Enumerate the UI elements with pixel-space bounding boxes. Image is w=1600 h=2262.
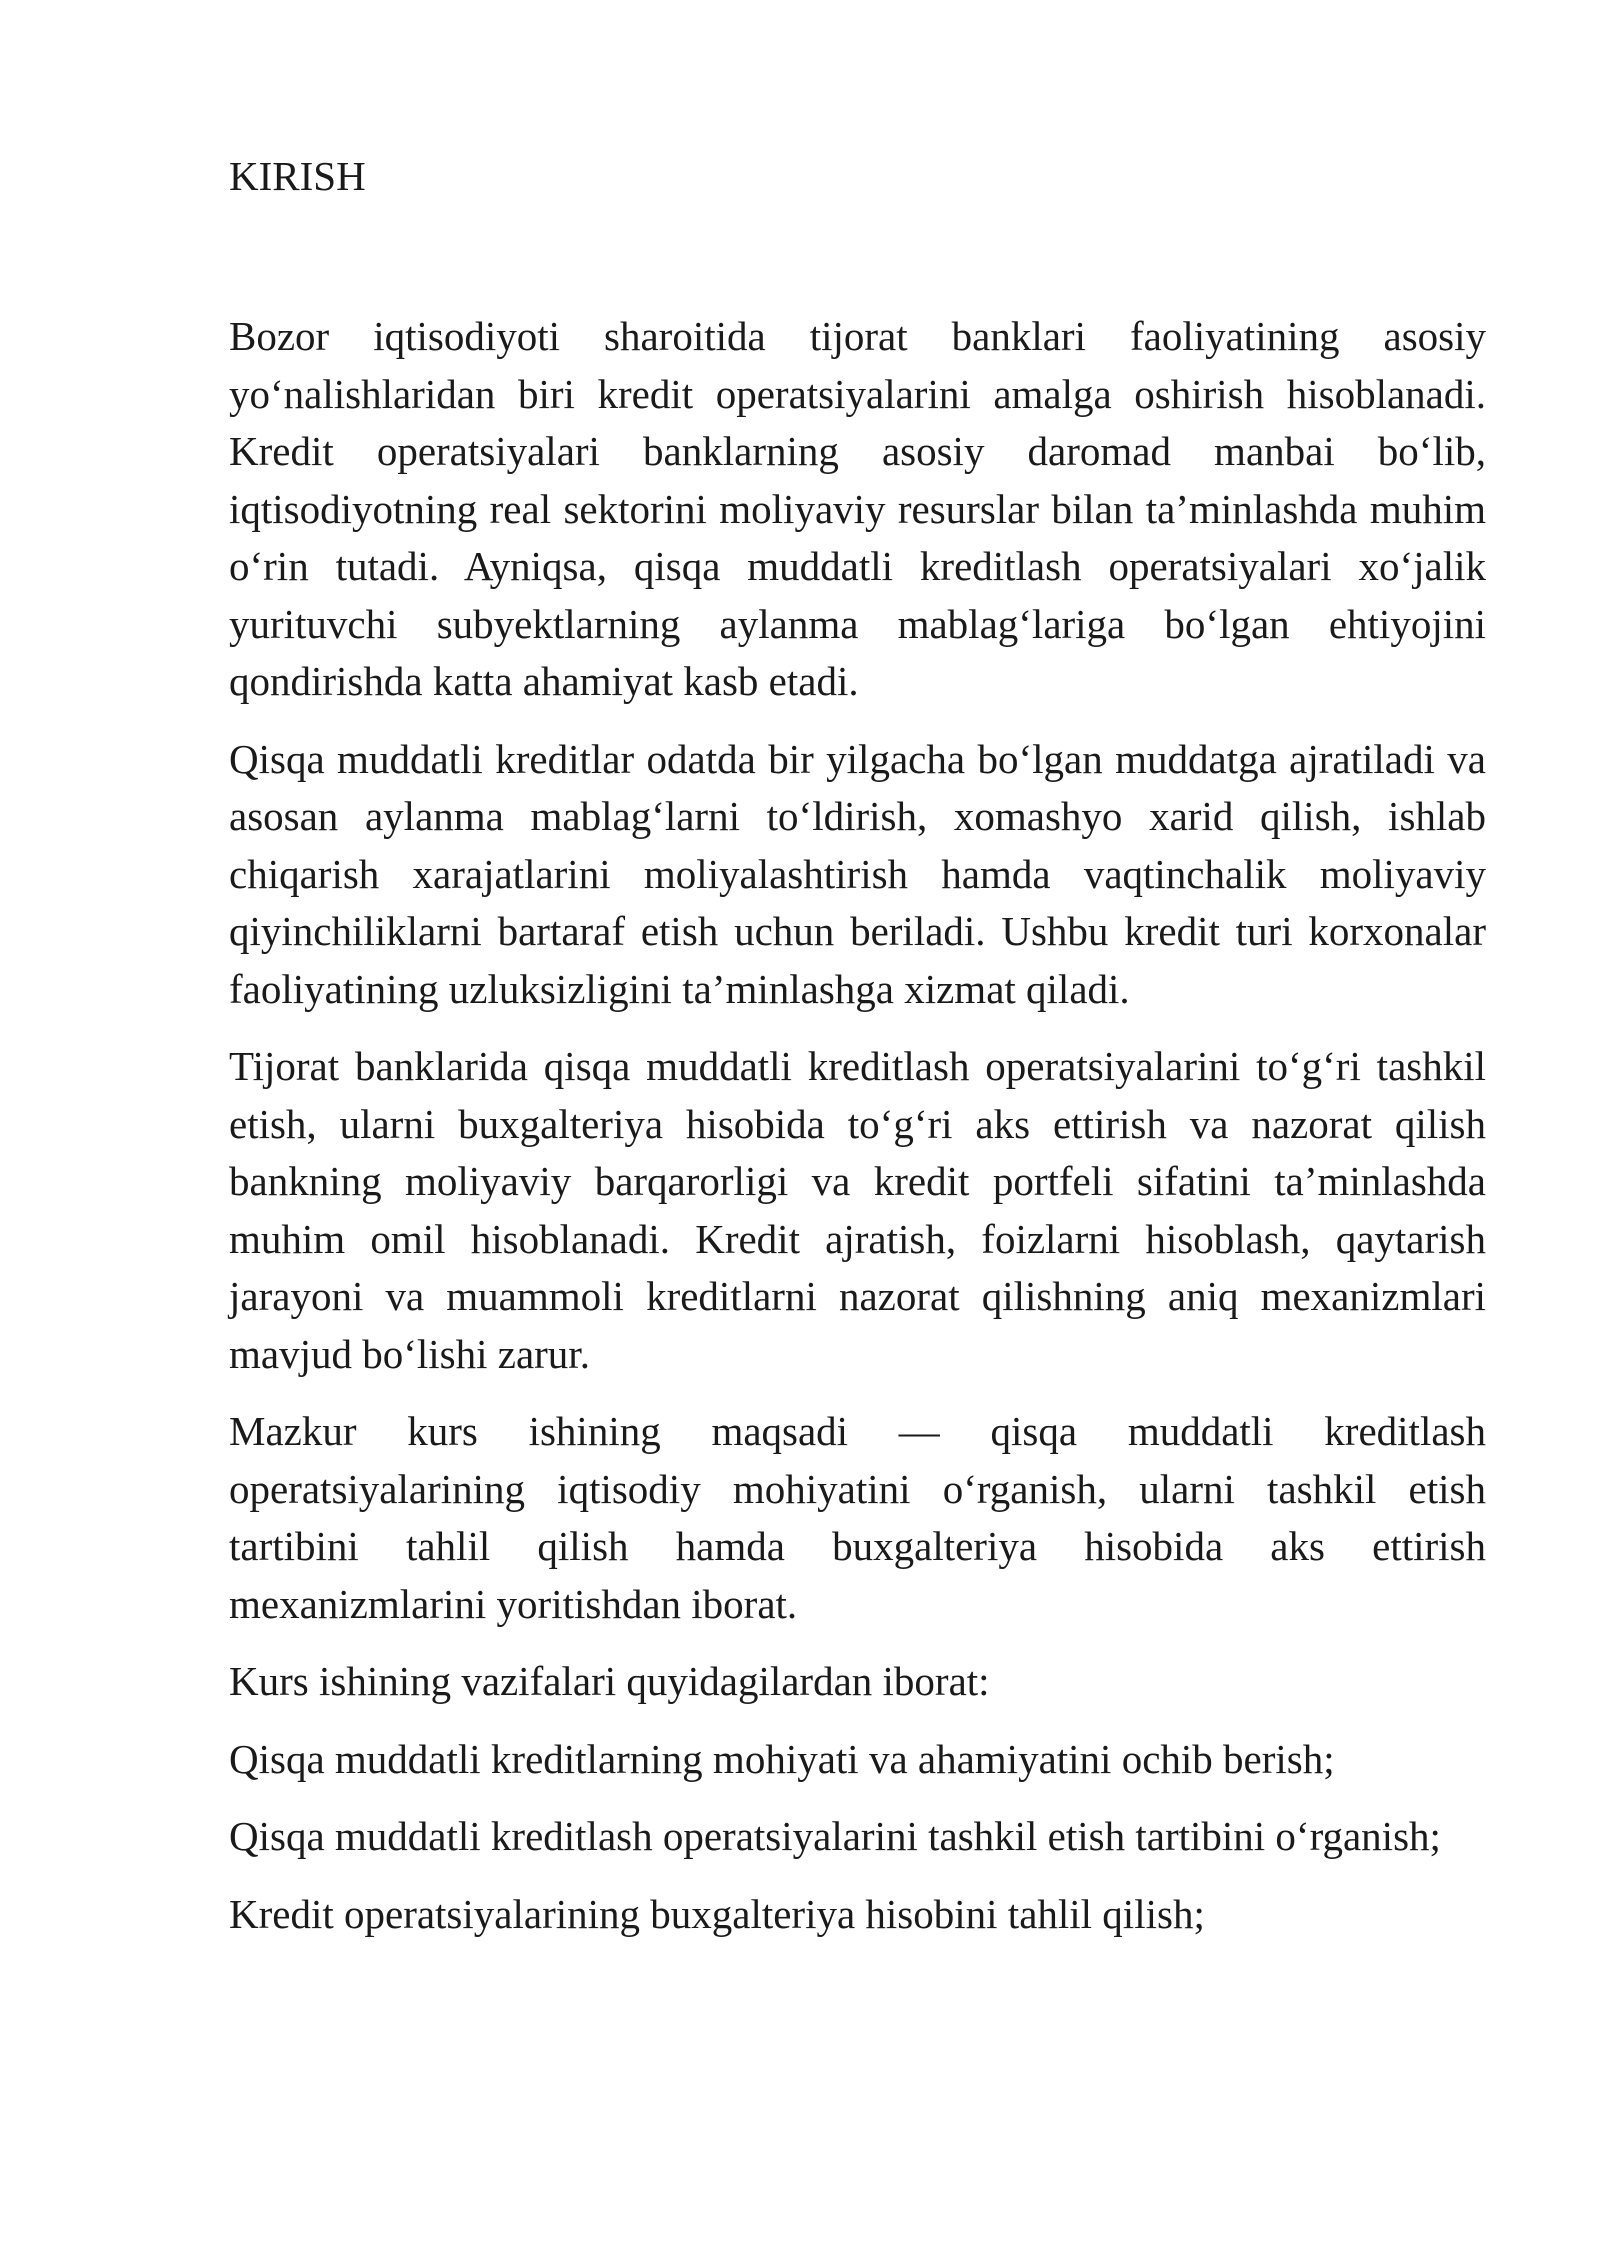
page-title: KIRISH [229, 153, 366, 199]
paragraph-tasks-intro: Kurs ishining vazifalari quyidagilardan iborat: [229, 1658, 990, 1704]
paragraph-organization: Tijorat banklarida qisqa muddatli kreditlash operatsiyalarini to‘g‘ri tashkil etish, ularni buxgalteriya hisobida to‘g‘ri aks ettirish va nazorat qilish bankning moliyaviy barqarorligi va kredit portfeli sifatini ta’minlashda muhim omil hisoblanadi. Kredit ajratish, foizlarni hisoblash, qaytarish jarayoni va muammoli kreditlarni nazorat qilishning aniq mexanizmlari mavjud bo‘lishi zarur. [229, 1043, 1486, 1377]
paragraph-purpose: Mazkur kurs ishining maqsadi — qisqa muddatli kreditlash operatsiyalarining iqtisodiy mohiyatini o‘rganish, ularni tashkil etish tartibini tahlil qilish hamda buxgalteriya hisobida aks ettirish mexanizmlarini yoritishdan iborat. [229, 1408, 1486, 1627]
task-item: Qisqa muddatli kreditlash operatsiyalarini tashkil etish tartibini o‘rganish; [229, 1813, 1441, 1859]
document-page [229, 148, 1486, 1963]
paragraph-short-term-credits: Qisqa muddatli kreditlar odatda bir yilgacha bo‘lgan muddatga ajratiladi va asosan aylanma mablag‘larni to‘ldirish, xomashyo xarid qilish, ishlab chiqarish xarajatlarini moliyalashtirish hamda vaqtinchalik moliyaviy qiyinchiliklarni bartaraf etish uchun beriladi. Ushbu kredit turi korxonalar faoliyatining uzluksizligini ta’minlashga xizmat qiladi. [229, 735, 1486, 1012]
paragraph-intro: Bozor iqtisodiyoti sharoitida tijorat banklari faoliyatining asosiy yo‘nalishlaridan biri kredit operatsiyalarini amalga oshirish hisoblanadi. Kredit operatsiyalari banklarning asosiy daromad manbai bo‘lib, iqtisodiyotning real sektorini moliyaviy resurslar bilan ta’minlashda muhim o‘rin tutadi. Ayniqsa, qisqa muddatli kreditlash operatsiyalari xo‘jalik yurituvchi subyektlarning aylanma mablag‘lariga bo‘lgan ehtiyojini qondirishda katta ahamiyat kasb etadi. [229, 313, 1486, 704]
task-item: Qisqa muddatli kreditlarning mohiyati va ahamiyatini ochib berish; [229, 1735, 1335, 1782]
task-item: Kredit operatsiyalarining buxgalteriya hisobini tahlil qilish; [229, 1890, 1205, 1937]
